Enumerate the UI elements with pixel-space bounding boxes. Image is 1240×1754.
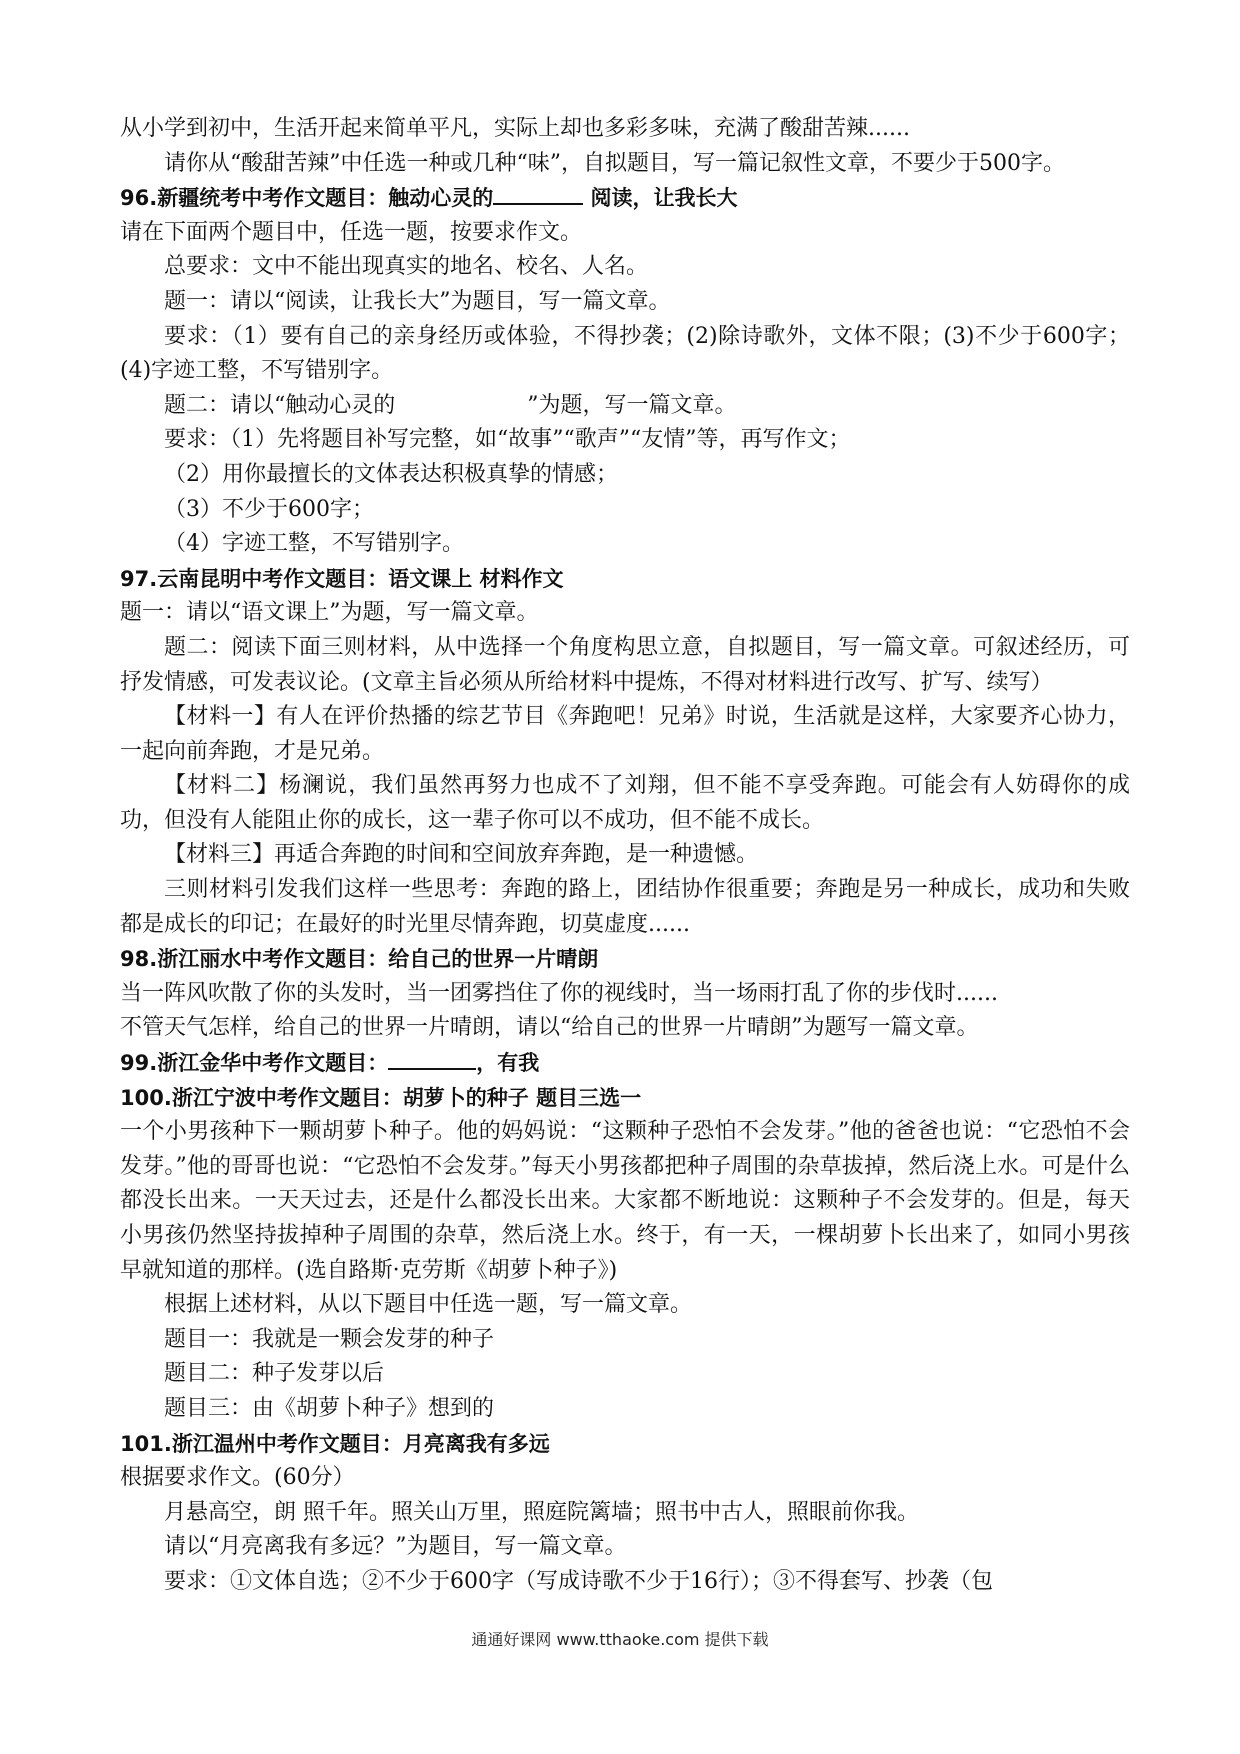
- material-1: 【材料一】有人在评价热播的综艺节目《奔跑吧！兄弟》时说，生活就是这样，大家要齐心协力，一起向前奔跑，才是兄弟。: [120, 704, 1130, 764]
- question-100-heading: 100.浙江宁波中考作文题目：胡萝卜的种子 题目三选一: [120, 1085, 642, 1110]
- paragraph: 根据要求作文。(60分）: [120, 1465, 355, 1491]
- paragraph: 总要求：文中不能出现真实的地名、校名、人名。: [164, 254, 649, 280]
- question-99-heading: [120, 1046, 1130, 1081]
- paragraph: 题一：请以“语文课上”为题，写一篇文章。: [120, 600, 539, 626]
- list-item: （4）字迹工整，不写错别字。: [164, 531, 464, 557]
- paragraph: 根据上述材料，从以下题目中任选一题，写一篇文章。: [164, 1292, 693, 1318]
- question-97-heading: 97.云南昆明中考作文题目：语文课上 材料作文: [120, 566, 564, 591]
- question-99-heading-part-2: ，有我: [476, 1051, 540, 1076]
- list-item: （3）不少于600字；: [164, 496, 374, 522]
- material-2: 【材料二】杨澜说，我们虽然再努力也成不了刘翔，但不能不享受奔跑。可能会有人妨碍你的成功，但没有人能阻止你的成长，这一辈子你可以不成功，但不能不成长。: [120, 773, 1130, 833]
- paragraph: 月悬高空，朗 照千年。照关山万里，照庭院篱墙；照书中古人，照眼前你我。: [164, 1499, 919, 1525]
- question-98-heading: 98.浙江丽水中考作文题目：给自己的世界一片晴朗: [120, 947, 599, 972]
- list-item: 题目二：种子发芽以后: [164, 1361, 385, 1387]
- document-body: [120, 112, 1130, 1600]
- paragraph: 当一阵风吹散了你的头发时，当一团雾挡住了你的视线时，当一场雨打乱了你的步伐时......: [120, 980, 998, 1006]
- paragraph: 一个小男孩种下一颗胡萝卜种子。他的妈妈说：“这颗种子恐怕不会发芽。”他的爸爸也说：“它恐怕不会发芽。”他的哥哥也说：“它恐怕不会发芽。”每天小男孩都把种子周围的杂草拔掉，然后浇上水。可是什么都没长出来。一天天过去，还是什么都没长出来。大家都不断地说：这颗种子不会发芽的。但是，每天小男孩仍然坚持拔掉种子周围的杂草，然后浇上水。终于，有一天，一棵胡萝卜长出来了，如同小男孩早就知道的那样。(选自路斯·克劳斯《胡萝卜种子》): [120, 1119, 1130, 1283]
- intro-line-2: 请你从“酸甜苦辣”中任选一种或几种“味”，自拟题目，写一篇记叙性文章，不要少于500字。: [164, 150, 1065, 176]
- paragraph: 要求：①文体自选；②不少于600字（写成诗歌不少于16行）；③不得套写、抄袭（包: [164, 1568, 993, 1594]
- paragraph: 题二：阅读下面三则材料，从中选择一个角度构思立意，自拟题目，写一篇文章。可叙述经历，可抒发情感，可发表议论。(文章主旨必须从所给材料中提炼，不得对材料进行改写、扩写、续写）: [120, 634, 1130, 695]
- material-3: 【材料三】再适合奔跑的时间和空间放弃奔跑，是一种遗憾。: [164, 842, 759, 868]
- paragraph: 请在下面两个题目中，任选一题，按要求作文。: [120, 219, 583, 245]
- paragraph: 不管天气怎样，给自己的世界一片晴朗，请以“给自己的世界一片晴朗”为题写一篇文章。: [120, 1015, 979, 1041]
- fill-in-blank: [388, 1046, 476, 1070]
- paragraph: 要求：（1）先将题目补写完整，如“故事”“歌声”“友情”等，再写作文；: [164, 427, 851, 453]
- page-footer: 通通好课网 www.tthaoke.com 提供下载: [471, 1630, 769, 1649]
- question-99-heading-part-1: 99.浙江金华中考作文题目：: [120, 1051, 389, 1076]
- paragraph: 三则材料引发我们这样一些思考：奔跑的路上，团结协作很重要；奔跑是另一种成长，成功和失败都是成长的印记；在最好的时光里尽情奔跑，切莫虚度......: [120, 877, 1130, 937]
- list-item: （2）用你最擅长的文体表达积极真挚的情感；: [164, 461, 618, 487]
- paragraph: 题二：请以“触动心灵的 ”为题，写一篇文章。: [164, 392, 737, 418]
- paragraph: 请以“月亮离我有多远？”为题目，写一篇文章。: [164, 1534, 627, 1560]
- list-item: 题目三：由《胡萝卜种子》想到的: [164, 1395, 495, 1421]
- question-96-heading-part-1: 96.新疆统考中考作文题目：触动心灵的: [120, 186, 494, 211]
- paragraph: 要求：（1）要有自己的亲身经历或体验，不得抄袭；(2)除诗歌外，文体不限；(3)不少于600字；(4)字迹工整，不写错别字。: [120, 323, 1130, 384]
- fill-in-blank: [493, 181, 583, 205]
- question-96-heading: [120, 181, 1130, 216]
- question-96-heading-part-2: 阅读，让我长大: [583, 186, 738, 211]
- question-101-heading: 101.浙江温州中考作文题目：月亮离我有多远: [120, 1431, 550, 1456]
- paragraph: 题一：请以“阅读，让我长大”为题目，写一篇文章。: [164, 288, 671, 314]
- list-item: 题目一：我就是一颗会发芽的种子: [164, 1326, 495, 1352]
- intro-line-1: 从小学到初中，生活开起来简单平凡，实际上却也多彩多味，充满了酸甜苦辣......: [120, 116, 910, 141]
